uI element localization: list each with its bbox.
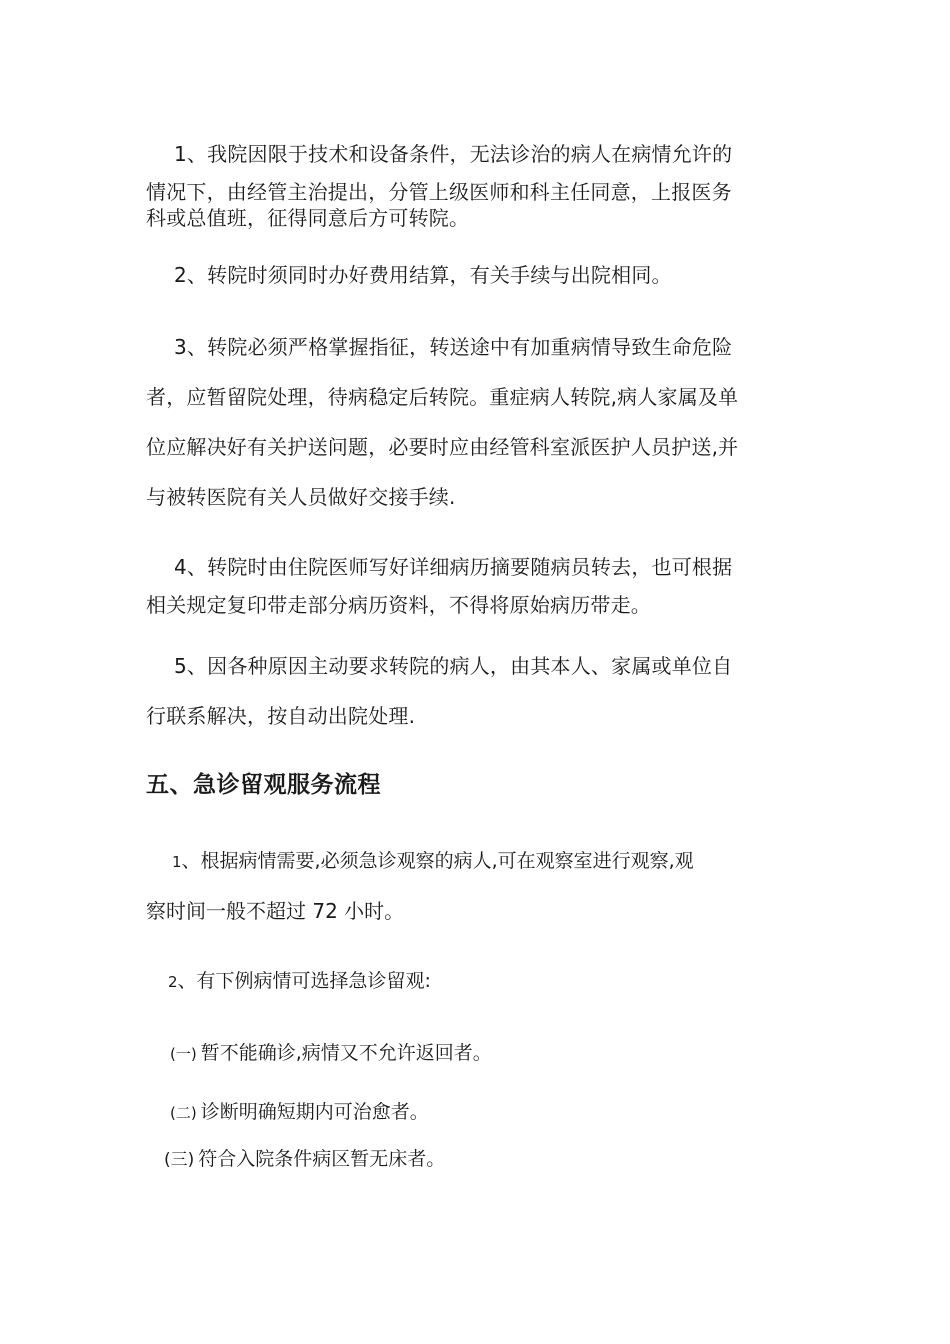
section-heading: 五、急诊留观服务流程 xyxy=(146,772,381,798)
observation-criterion-3 xyxy=(164,1144,445,1171)
criterion-2-marker: (二) xyxy=(170,1104,197,1122)
emergency-item-1-text: 、根据病情需要,必须急诊观察的病人,可在观察室进行观察,观 xyxy=(181,850,694,872)
document-page: 1、我院因限于技术和设备条件，无法诊治的病人在病情允许的 情况下，由经管主治提出，分管上级医师和科主任同意，上报医务 科或总值班，征得同意后方可转院。 2、转院时须同时办好费用结算，有关手续与出院相同。 3、转院必须严格掌握指征，转送途中有加重病情导致生命危险 者，应暂留院处理，待病稳定后转院。重症病人转院,病人家属及单 位应解决好有关护送问题，必要时应由经管科室派医护人员护送,并 与被转医院有关人员做好交接手续. 4、转院时由住院医师写好详细病历摘要随病员转去，也可根据 相关规定复印带走部分病历资料，不得将原始病历带走。 5、因各种原因主动要求转院的病人，由其本人、家属或单位自 行联系解决，按自动出院处理. 五、急诊留观服务流程 1、根据病情需要,必须急诊观察的病人,可在观察室进行观察,观 察时间一般不超过 72 小时。 2、有下例病情可选择急诊留观: (一) 暂不能确诊,病情又不允许返回者。 (二) 诊断明确短期内可治愈者。 (三) 符合入院条件病区暂无床者。 xyxy=(146,142,739,1170)
emergency-item-1-line-2: 察时间一般不超过 72 小时。 xyxy=(146,899,405,923)
emergency-item-1-number: 1 xyxy=(172,853,182,871)
criterion-1-text: 暂不能确诊,病情又不允许返回者。 xyxy=(200,1042,492,1064)
emergency-item-2-number: 2 xyxy=(168,973,178,991)
observation-criterion-1 xyxy=(170,1038,492,1065)
emergency-item-1-line-1 xyxy=(172,846,694,873)
observation-criterion-2 xyxy=(170,1097,429,1124)
criterion-3-marker: (三) xyxy=(164,1150,195,1170)
criterion-2-text: 诊断明确短期内可治愈者。 xyxy=(200,1101,429,1123)
emergency-item-2 xyxy=(168,966,431,993)
criterion-3-text: 符合入院条件病区暂无床者。 xyxy=(198,1148,446,1170)
emergency-item-2-text: 、有下例病情可选择急诊留观: xyxy=(177,970,431,992)
criterion-1-marker: (一) xyxy=(170,1045,197,1063)
